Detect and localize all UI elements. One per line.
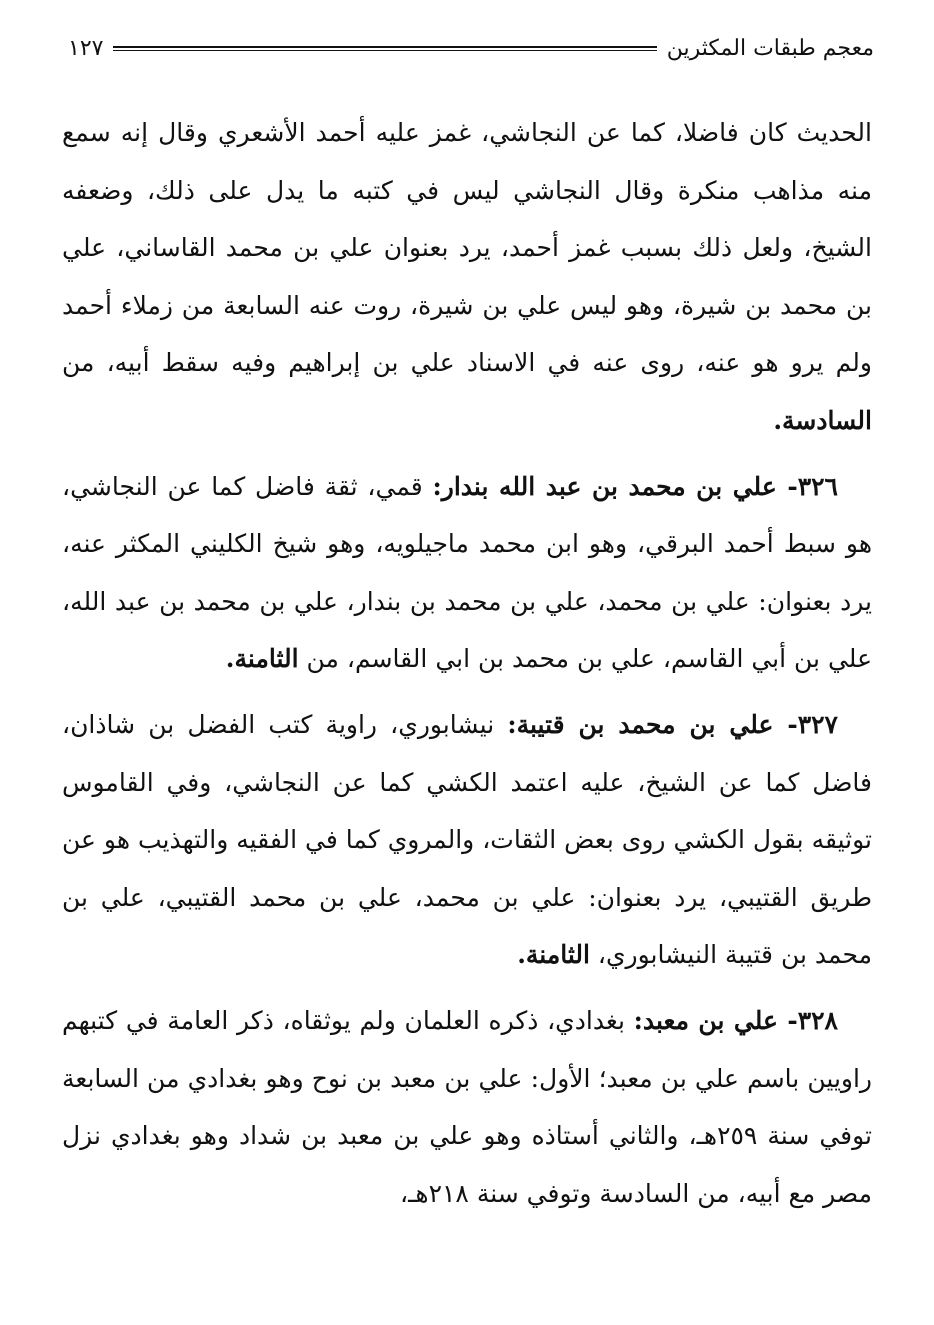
paragraph-continuation: [62, 104, 872, 450]
entry-heading: ٣٢٨- علي بن معبد:: [633, 1005, 838, 1035]
entry-326: [62, 458, 872, 688]
entry-327: [62, 696, 872, 984]
entry-heading: ٣٢٦- علي بن محمد بن عبد الله بندار:: [432, 471, 838, 501]
tabaqa-label: الثامنة.: [225, 644, 299, 674]
tabaqa-label: السادسة.: [773, 405, 872, 435]
paragraph-body: نيشابوري، راوية كتب الفضل بن شاذان، فاضل كما عن الشيخ، عليه اعتمد الكشي كما عن النجاشي، وفي القاموس توثيقه بقول الكشي روى بعض الثقات، والمروي كما في الفقيه والتهذيب هو عن طريق القتيبي، يرد بعنوان: علي بن محمد، علي بن محمد القتيبي، علي بن محمد بن قتيبة النيشابوري،: [62, 709, 872, 970]
header-rule: [113, 46, 656, 51]
body-text: [62, 104, 872, 1230]
paragraph-body: قمي، ثقة فاضل كما عن النجاشي، هو سبط أحمد البرقي، وهو ابن محمد ماجيلويه، وهو شيخ الكليني المكثر عنه، يرد بعنوان: علي بن محمد، علي بن محمد بن بندار، علي بن محمد بن عبد الله، علي بن أبي القاسم، علي بن محمد بن ابي القاسم، من: [62, 471, 872, 674]
tabaqa-label: الثامنة.: [517, 940, 590, 970]
running-title: معجم طبقات المكثرين: [666, 35, 874, 61]
page-number: ١٢٧: [68, 35, 104, 61]
entry-328: [62, 992, 872, 1222]
paragraph-body: الحديث كان فاضلا، كما عن النجاشي، غمز عليه أحمد الأشعري وقال إنه سمع منه مذاهب منكرة وقال النجاشي ليس في كتبه ما يدل على ذلك، وضعفه الشيخ، ولعل ذلك بسبب غمز أحمد، يرد بعنوان علي بن محمد القاساني، علي بن محمد بن شيرة، وهو ليس علي بن شيرة، روت عنه السابعة من زملاء أحمد ولم يرو هو عنه، روى عنه في الاسناد علي بن إبراهيم وفيه سقط أبيه، من: [62, 118, 872, 378]
paragraph-body: بغدادي، ذكره العلمان ولم يوثقاه، ذكر العامة في كتبهم راويين باسم علي بن معبد؛ الأول: علي بن معبد بن نوح وهو بغدادي من السابعة توفي سنة ٢٥٩هـ، والثاني أستاذه وهو علي بن معبد بن شداد وهو بغدادي نزل مصر مع أبيه، من السادسة وتوفي سنة ٢١٨هـ،: [62, 1005, 872, 1208]
page-header: [68, 28, 874, 68]
entry-heading: ٣٢٧- علي بن محمد بن قتيبة:: [507, 709, 838, 739]
